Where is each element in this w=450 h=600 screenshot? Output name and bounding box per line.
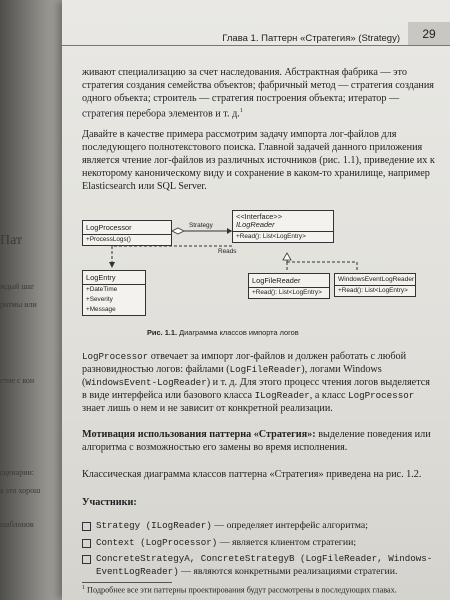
paragraph-2: [82, 128, 437, 193]
class-op: +DateTime: [86, 286, 118, 293]
footnote: [82, 585, 397, 595]
class-op: +Read(): List<LogEntry>: [338, 287, 408, 294]
interface-stereotype: <<Interface>>: [236, 212, 283, 221]
class-logprocessor: [82, 220, 172, 246]
code-ref: LogProcessor: [348, 390, 415, 401]
code-ref: WindowsEvent-LogReader: [85, 377, 207, 388]
reads-label: Reads: [218, 248, 237, 255]
class-name: WindowsEventLogReader: [335, 274, 415, 286]
footnote-mark: 1: [82, 585, 85, 591]
motivation-paragraph: [82, 428, 437, 454]
participant-text: — является клиентом стратегии;: [217, 536, 357, 548]
list-item: [82, 553, 442, 578]
checkbox-bullet-icon: [82, 522, 91, 531]
strategy-label: Strategy: [189, 222, 213, 229]
class-op: +ProcessLogs(): [86, 236, 131, 243]
page-number: 29: [408, 22, 450, 46]
participants-list: [82, 520, 442, 582]
participant-code: ConcreteStrategyA, ConcreteStrategyB (LogFileReader, Windows-EventLogReader): [96, 553, 433, 577]
paragraph-3-text: , а класс: [309, 390, 349, 401]
list-item: [82, 537, 442, 550]
class-name: LogEntry: [83, 271, 145, 285]
list-item: [82, 520, 442, 533]
bg-fragment: шаблонов: [0, 520, 34, 529]
participant-text: — определяет интерфейс алгоритма;: [211, 520, 368, 531]
page-header: [62, 0, 450, 46]
paragraph-3-text: знает лишь о нем и не зависит от конкретной реализации.: [82, 403, 333, 414]
paragraph-3-text: отвечает за импорт лог-файлов и должен работать с любой разновидностью логов: файлами (: [82, 351, 407, 375]
checkbox-bullet-icon: [82, 539, 91, 548]
participant-text: — являются конкретными реализациями стратегии.: [178, 565, 398, 577]
footnote-marker: 1: [239, 108, 243, 114]
participants-heading: [82, 496, 437, 509]
paragraph-1-text: живают специализацию за счет наследования. Абстрактная фабрика — это стратегия создания семейства объектов; фабричный метод — стратегия создания одного объекта; строитель — стратегия построения объекта; итератор — стратегия перебора элементов и т. д.: [82, 67, 434, 120]
interface-ilogreader: [232, 210, 334, 243]
participant-code: Strategy (ILogReader): [96, 520, 212, 531]
bg-fragment: а это хорош: [0, 486, 41, 495]
bg-fragment: ждый шаг: [0, 282, 35, 291]
figure-caption: [147, 328, 299, 337]
bg-fragment: Пат: [0, 233, 23, 248]
class-op: +Read(): List<LogEntry>: [252, 289, 322, 296]
motivation-text: выделение поведения или алгоритма с возможностью его замены во время исполнения.: [82, 429, 431, 453]
classic-diagram-paragraph: [82, 468, 437, 481]
running-title: Глава 1. Паттерн «Стратегия» (Strategy): [222, 33, 400, 44]
class-logentry: [82, 270, 146, 316]
header-rule: [62, 45, 450, 46]
class-op: +Severity: [86, 296, 113, 303]
classic-text: Классическая диаграмма классов паттерна «Стратегия» приведена на рис. 1.2.: [82, 469, 422, 480]
paragraph-3: [82, 350, 437, 415]
paragraph-3-text: ), логами Windows (: [82, 364, 382, 388]
bg-fragment: сценарии:: [0, 468, 34, 477]
class-name: LogProcessor: [83, 221, 171, 235]
class-op: +Message: [86, 306, 116, 313]
class-diagram: [82, 210, 415, 315]
checkbox-bullet-icon: [82, 555, 91, 564]
interface-op: +Read(): List<LogEntry>: [236, 233, 306, 240]
footnote-text: Подробнее все эти паттерны проектирования будут рассмотрены в последующих главах.: [87, 585, 397, 595]
book-page: [62, 0, 450, 600]
footnote-rule: [82, 582, 172, 583]
participant-code: Context (LogProcessor): [96, 536, 218, 548]
class-name: LogFileReader: [249, 274, 329, 288]
caption-text: Диаграмма классов импорта логов: [179, 328, 299, 337]
interface-name: ILogReader: [236, 220, 275, 229]
bg-fragment: ритмы или: [0, 300, 37, 309]
class-logfilereader: [248, 273, 330, 299]
motivation-title: Мотивация использования паттерна «Стратегия»:: [82, 429, 316, 440]
class-windowseventlogreader: [334, 273, 416, 297]
code-ref: LogProcessor: [82, 351, 149, 362]
paragraph-3-text: ) и т. д. Для этого процесс чтения логов выделяется в виде интерфейса или базового класса: [82, 377, 430, 401]
paragraph-1: [82, 66, 437, 120]
code-ref: LogFileReader: [229, 364, 302, 375]
interface-header: [233, 211, 333, 232]
caption-number: Рис. 1.1.: [147, 328, 178, 337]
bg-fragment: стне с кон: [0, 376, 35, 385]
paragraph-2-text: Давайте в качестве примера рассмотрим задачу импорта лог-файлов для последующего полнотекстового поиска. Главной задачей данного приложения является чтение лог-файлов из различных источников (рис. 1.1), приведение их к некоторому каноническому виду и сохранение в каком-то хранилище, например Elasticsearch или SQL Server.: [82, 129, 435, 192]
code-ref: ILogReader: [254, 390, 310, 401]
participants-title: Участники:: [82, 497, 137, 508]
